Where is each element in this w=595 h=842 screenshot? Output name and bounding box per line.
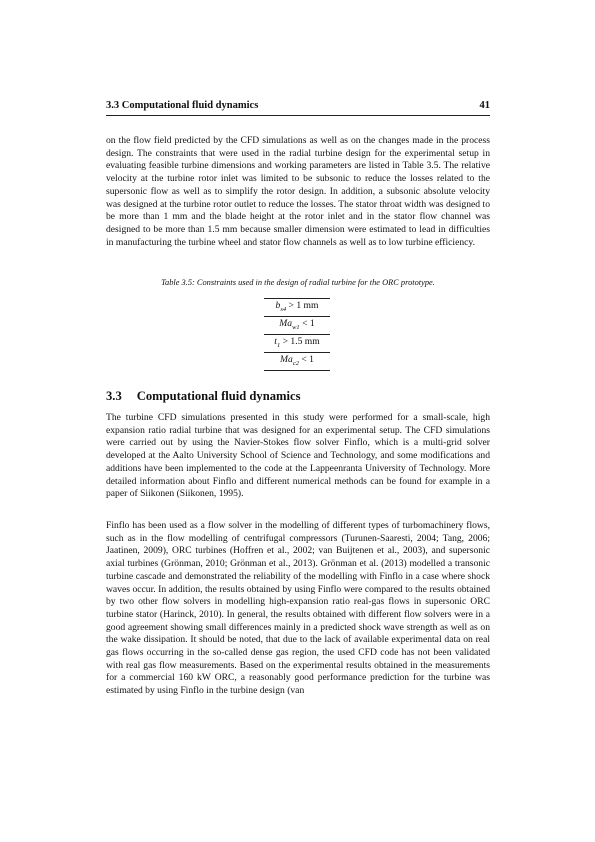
relation: > [280, 336, 291, 348]
constraints-table [264, 298, 330, 371]
section-title: Computational fluid dynamics [136, 389, 301, 403]
value: 1.5 mm [290, 336, 320, 348]
table-cell [264, 353, 330, 371]
table-cell [264, 299, 330, 317]
table-row [264, 335, 330, 353]
table-row [264, 299, 330, 317]
relation: < [298, 354, 310, 366]
table-cell [264, 335, 330, 353]
symbol: t [274, 336, 277, 348]
section-number: 3.3 [106, 389, 122, 403]
symbol: Ma [280, 354, 293, 366]
table-row [264, 317, 330, 335]
paragraph-3: Finflo has been used as a flow solver in the modelling of different types of turbomachinery flows, such as in the flow modelling of centrifugal compressors (Turunen-Saaresti, 2004; Tang, 2006; Jaatinen, 2009), ORC turbines (Hoffren et al., 2002; van Buijtenen et al., 2003), and supersonic axial turbines (Grönman, 2010; Grönman et al., 2013). Grönman et al. (2013) modelled a transonic turbine cascade and demonstrated the reliability of the modelling with Finflo in a case where shock waves occur. In addition, the results obtained by using Finflo were compared to the results obtained by two other flow solvers in modelling high-expansion ratio real-gas flows in supersonic ORC turbine stator (Harinck, 2010). In general, the results obtained with different flow solvers were in a good agreement showing small differences mainly in a predicted shock wave strength as well as on the wake dissipation. It should be noted, that due to the lack of available experimental data on real gas flows occurring in the so-called dense gas region, the used CFD code has not been validated with real gas flow measurements. Based on the experimental results obtained in the measurements for a commercial 160 kW ORC, a reasonably good performance prediction for the turbine was estimated by using Finflo in the turbine design (van [106, 520, 490, 697]
subscript: 1 [276, 342, 281, 350]
running-head [106, 100, 490, 111]
subscript: c2 [292, 360, 299, 368]
paragraph-2: The turbine CFD simulations presented in this study were performed for a small-scale, high expansion ratio radial turbine that was designed for an experimental setup. The CFD simulations were carried out by using the Navier-Stokes flow solver Finflo, which is a multi-grid solver developed at the Aalto University School of Science and Technology, and some modifications and additions have been implemented to the code at the Lappeenranta University of Technology. More detailed information about Finflo and different numerical methods can be found for example in a paper of Siikonen (Siikonen, 1995). [106, 412, 490, 500]
paragraph-1: on the flow field predicted by the CFD simulations as well as on the changes made in the process design. The constraints that were used in the radial turbine design for the experimental setup in evaluating feasible turbine dimensions and working parameters are listed in Table 3.5. The relative velocity at the turbine rotor inlet was limited to be subsonic to reduce the losses related to the supersonic flow as well as to simplify the rotor design. In addition, a subsonic absolute velocity was designed at the turbine rotor outlet to reduce the losses. The stator throat width was designed to be more than 1 mm and the blade height at the rotor inlet and in the stator flow channel was designed to be more than 1.5 mm because smaller dimension were estimated to lead in difficulties in manufacturing the turbine wheel and stator flow channels as well as to low turbine efficiency. [106, 135, 490, 248]
table-caption: Table 3.5: Constraints used in the design of radial turbine for the ORC prototype. [161, 278, 435, 287]
value: 1 [309, 318, 315, 330]
running-head-title: 3.3 Computational fluid dynamics [106, 100, 259, 111]
header-rule [106, 115, 490, 116]
subscript: s4 [280, 305, 287, 313]
value: 1 mm [296, 300, 319, 311]
table-cell [264, 317, 330, 335]
symbol: b [275, 300, 281, 311]
symbol: Ma [279, 318, 293, 330]
value: 1 [309, 354, 314, 366]
section-heading [106, 389, 490, 404]
subscript: w1 [292, 324, 300, 332]
relation: < [299, 318, 310, 330]
relation: > [286, 300, 297, 311]
table-row [264, 353, 330, 371]
page-number: 41 [479, 100, 490, 111]
